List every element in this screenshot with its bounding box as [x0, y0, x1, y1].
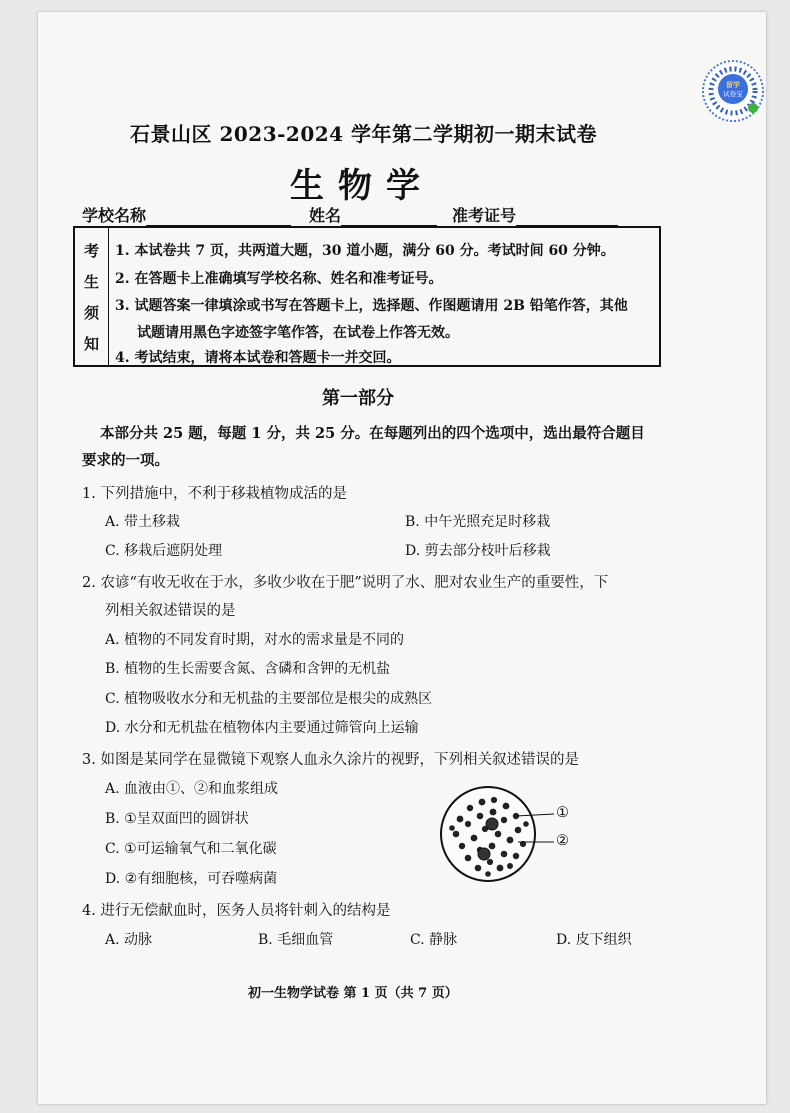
- part-title: 第一部分: [322, 388, 394, 409]
- school-field: [82, 203, 291, 226]
- notice-label: 考 生 须 知: [75, 228, 109, 365]
- subject-title: 生物学: [290, 166, 434, 206]
- page-footer: 初一生物学试卷 第 1 页（共 7 页）: [248, 986, 458, 1001]
- question-stem: 2. 农谚“有收无收在于水，多收少收在于肥”说明了水、肥对农业生产的重要性，下: [82, 575, 609, 591]
- figure-label-2: ②: [556, 833, 569, 849]
- name-label: 姓名: [309, 206, 342, 225]
- option-c[interactable]: C. 静脉: [410, 932, 458, 948]
- exam-number-field: [452, 203, 618, 226]
- option-b[interactable]: B. 中午光照充足时移栽: [405, 514, 551, 530]
- option-d[interactable]: D. 水分和无机盐在植物体内主要通过筛管向上运输: [105, 720, 419, 736]
- question-stem: 1. 下列措施中，不利于移栽植物成活的是: [82, 486, 347, 502]
- svg-text:试卷宝: 试卷宝: [723, 90, 743, 98]
- notice-line: 试题请用黑色字迹签字笔作答，在试卷上作答无效。: [137, 325, 459, 341]
- option-d[interactable]: D. 皮下组织: [556, 932, 632, 948]
- option-a[interactable]: A. 血液由①、②和血浆组成: [105, 781, 279, 797]
- svg-text:留学: 留学: [726, 81, 740, 89]
- notice-line: 3. 试题答案一律填涂或书写在答题卡上，选择题、作图题请用 2B 铅笔作答，其他: [115, 298, 628, 314]
- notice-line: 2. 在答题卡上准确填写学校名称、姓名和准考证号。: [115, 271, 443, 287]
- question-stem: 列相关叙述错误的是: [105, 603, 236, 619]
- name-field: [309, 203, 437, 226]
- part-intro: 本部分共 25 题，每题 1 分，共 25 分。在每题列出的四个选项中，选出最符合题目: [100, 425, 645, 442]
- question-stem: 3. 如图是某同学在显微镜下观察人血永久涂片的视野，下列相关叙述错误的是: [82, 752, 579, 768]
- exam-title: 石景山区 2023-2024 学年第二学期初一期末试卷: [130, 122, 598, 146]
- option-d[interactable]: D. ②有细胞核，可吞噬病菌: [105, 871, 278, 887]
- exam-notice-box: [73, 226, 661, 367]
- school-blank[interactable]: [146, 209, 291, 226]
- qr-code-logo: [700, 58, 766, 124]
- name-blank[interactable]: [341, 209, 437, 226]
- option-a[interactable]: A. 带土移栽: [105, 514, 181, 530]
- option-b[interactable]: B. ①呈双面凹的圆饼状: [105, 811, 249, 827]
- option-d[interactable]: D. 剪去部分枝叶后移栽: [405, 543, 551, 559]
- exam-number-blank[interactable]: [516, 209, 618, 226]
- notice-line: 4. 考试结束，请将本试卷和答题卡一并交回。: [115, 350, 401, 366]
- figure-label-1: ①: [556, 805, 569, 821]
- notice-line: 1. 本试卷共 7 页，共两道大题，30 道小题，满分 60 分。考试时间 60 分钟。: [115, 243, 615, 259]
- option-b[interactable]: B. 毛细血管: [258, 932, 334, 948]
- option-c[interactable]: C. ①可运输氧气和二氧化碳: [105, 841, 277, 857]
- school-label: 学校名称: [82, 206, 147, 225]
- option-c[interactable]: C. 移栽后遮阴处理: [105, 543, 223, 559]
- option-b[interactable]: B. 植物的生长需要含氮、含磷和含钾的无机盐: [105, 661, 391, 677]
- exam-number-label: 准考证号: [452, 206, 517, 225]
- part-intro: 要求的一项。: [82, 452, 169, 469]
- option-c[interactable]: C. 植物吸收水分和无机盐的主要部位是根尖的成熟区: [105, 691, 433, 707]
- option-a[interactable]: A. 动脉: [105, 932, 153, 948]
- question-stem: 4. 进行无偿献血时，医务人员将针刺入的结构是: [82, 903, 391, 919]
- option-a[interactable]: A. 植物的不同发育时期，对水的需求量是不同的: [105, 632, 405, 648]
